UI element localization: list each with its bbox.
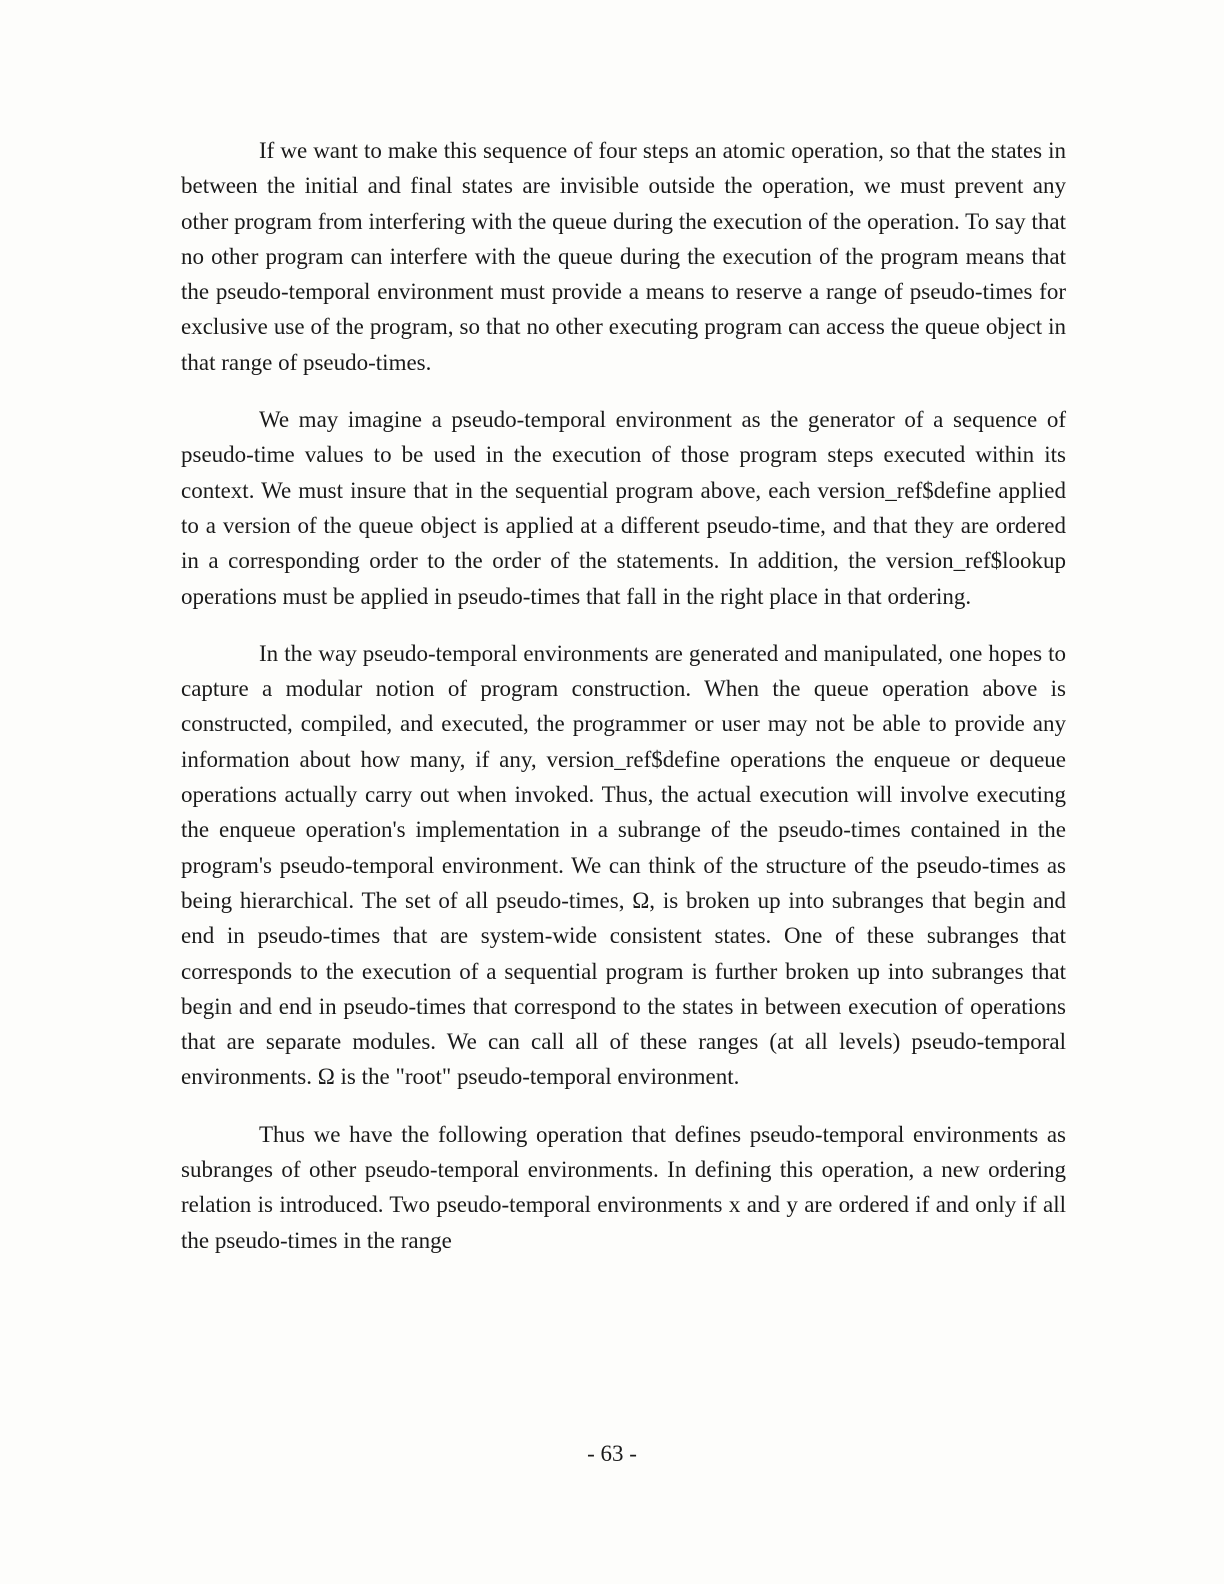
paragraph-atomic-operation: If we want to make this sequence of four steps an atomic operation, so that the states in between the initial and final states are invisible outside the operation, we must prevent any other program from interfering with the queue during the execution of the operation. To say that no other program can interfere with the queue during the execution of the program means that the pseudo-temporal environment must provide a means to reserve a range of pseudo-times for exclusive use of the program, so that no other executing program can access the queue object in that range of pseudo-times. [181, 138, 1066, 375]
paragraph-subrange-operation: Thus we have the following operation that defines pseudo-temporal environments as subranges of other pseudo-temporal environments. In defining this operation, a new ordering relation is introduced. Two pseudo-temporal environments x and y are ordered if and only if all the pseudo-times in the range [181, 1121, 1066, 1253]
paragraph-hierarchical-environments: In the way pseudo-temporal environments are generated and manipulated, one hopes to capture a modular notion of program construction. When the queue operation above is constructed, compiled, and executed, the programmer or user may not be able to provide any information about how many, if any, version_ref$define operations the enqueue or dequeue operations actually carry out when invoked. Thus, the actual execution will involve executing the enqueue operation's implementation in a subrange of the pseudo-times contained in the program's pseudo-temporal environment. We can think of the structure of the pseudo-times as being hierarchical. The set of all pseudo-times, Ω, is broken up into subranges that begin and end in pseudo-times that are system-wide consistent states. One of these subranges that corresponds to the execution of a sequential program is further broken up into subranges that begin and end in pseudo-times that correspond to the states in between execution of operations that are separate modules. We can call all of these ranges (at all levels) pseudo-temporal environments. Ω is the "root" pseudo-temporal environment. [181, 640, 1066, 1090]
body-text [181, 133, 1066, 1280]
page-number: - 63 - [587, 1441, 637, 1466]
paragraph-pseudo-time-generator: We may imagine a pseudo-temporal environment as the generator of a sequence of pseudo-time values to be used in the execution of those program steps executed within its context. We must insure that in the sequential program above, each version_ref$define applied to a version of the queue object is applied at a different pseudo-time, and that they are ordered in a corresponding order to the order of the statements. In addition, the version_ref$lookup operations must be applied in pseudo-times that fall in the right place in that ordering. [181, 407, 1066, 609]
